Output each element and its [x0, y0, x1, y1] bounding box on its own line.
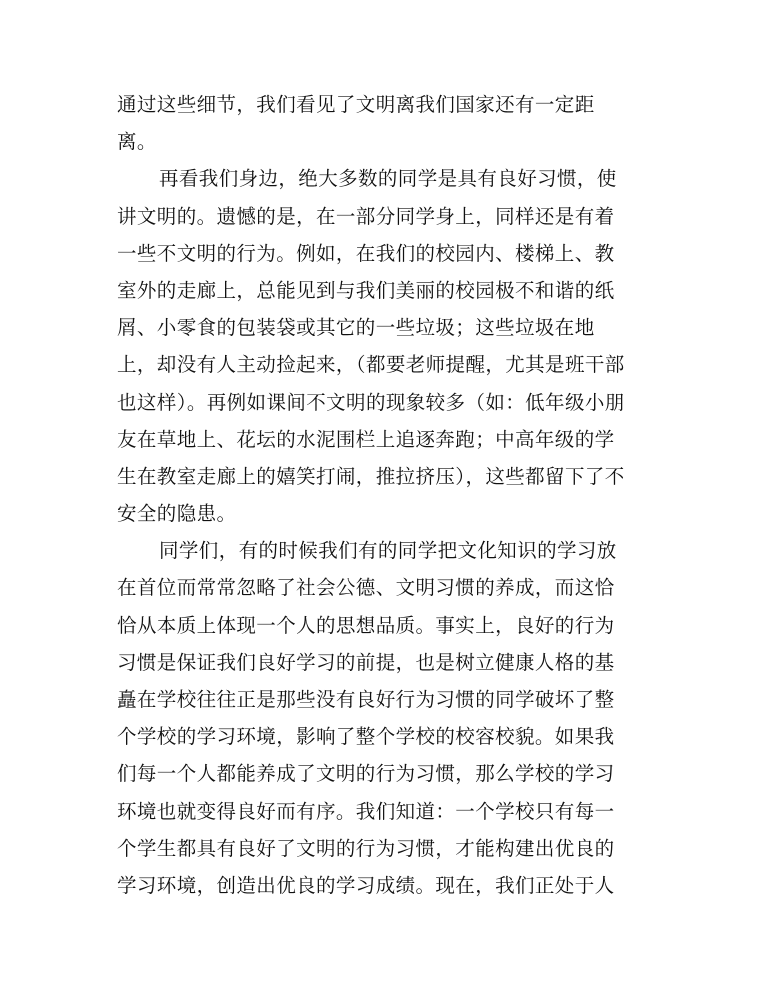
text-line: 安全的隐患。 [117, 502, 237, 526]
text-line: 个学生都具有良好了文明的行为习惯，才能构建出优良的 [117, 836, 615, 860]
text-line: 习惯是保证我们良好学习的前提，也是树立健康人格的基 [117, 650, 615, 674]
body-text [117, 86, 657, 904]
text-line: 讲文明的。遗憾的是，在一部分同学身上，同样还是有着 [117, 204, 615, 228]
text-line: 恰从本质上体现一个人的思想品质。事实上，良好的行为 [117, 613, 615, 637]
paragraph-start-line: 再看我们身边，绝大多数的同学是具有良好习惯，使 [159, 167, 617, 191]
paragraph-start-line: 同学们，有的时候我们有的同学把文化知识的学习放 [159, 539, 617, 563]
text-line: 们每一个人都能养成了文明的行为习惯，那么学校的学习 [117, 762, 615, 786]
text-line: 环境也就变得良好而有序。我们知道：一个学校只有每一 [117, 799, 615, 823]
text-line: 一些不文明的行为。例如，在我们的校园内、楼梯上、教 [117, 241, 615, 265]
text-line: 生在教室走廊上的嬉笑打闹，推拉挤压），这些都留下了不 [117, 464, 625, 488]
text-line: 在首位而常常忽略了社会公德、文明习惯的养成，而这恰 [117, 576, 615, 600]
text-line: 离。 [117, 130, 157, 154]
text-line: 屑、小零食的包装袋或其它的一些垃圾；这些垃圾在地 [117, 316, 595, 340]
text-line: 室外的走廊上，总能见到与我们美丽的校园极不和谐的纸 [117, 278, 615, 302]
text-line: 也这样）。再例如课间不文明的现象较多（如：低年级小朋 [117, 390, 625, 414]
text-line: 上，却没有人主动捡起来，（都要老师提醒，尤其是班干部 [117, 353, 625, 377]
text-line: 友在草地上、花坛的水泥围栏上追逐奔跑；中高年级的学 [117, 427, 615, 451]
text-line: 学习环境，创造出优良的学习成绩。现在，我们正处于人 [117, 873, 615, 897]
text-line: 个学校的学习环境，影响了整个学校的校容校貌。如果我 [117, 725, 615, 749]
text-line: 通过这些细节，我们看见了文明离我们国家还有一定距 [117, 93, 595, 116]
text-line: 矗在学校往往正是那些没有良好行为习惯的同学破坏了整 [117, 688, 615, 711]
